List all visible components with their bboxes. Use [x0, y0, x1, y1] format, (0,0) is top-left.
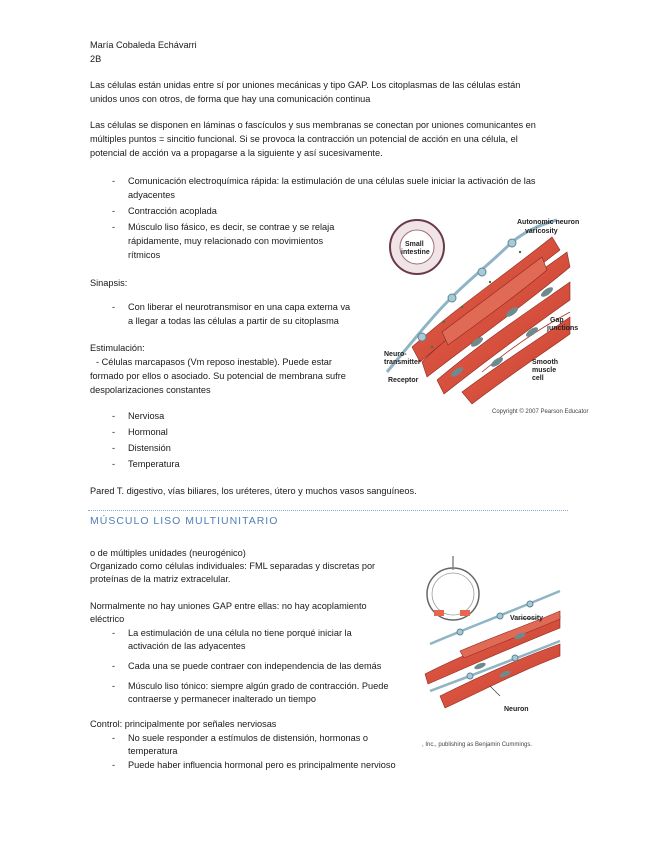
author-name: María Cobaleda Echávarri [90, 40, 197, 50]
list3-item1-line2: temperatura [128, 746, 178, 756]
estimulacion-line3: despolarizaciones constantes [90, 385, 211, 395]
list1-item3-line3: rítmicos [128, 250, 161, 260]
label-varicosity: Varicosity [510, 615, 544, 622]
bullet-dash: - [112, 222, 116, 232]
estimulacion-line2: formado por ellos o asociado. Su potencial de membrana sufre [90, 371, 346, 381]
control-title: Control: principalmente por señales nerviosas [90, 719, 277, 729]
bullet-dash: - [112, 302, 116, 312]
bullet-dash: - [112, 176, 116, 186]
label-autonomic-neuron: Autonomic neuron [517, 219, 580, 226]
sinapsis-line2: a llegar a todas las células a partir de su citoplasma [128, 316, 339, 326]
bullet-dash: - [112, 459, 116, 469]
list1-item3-line2: rápidamente, muy relacionado con movimientos [128, 236, 324, 246]
multi-unit-smooth-muscle-figure [420, 556, 562, 750]
list1-item1-line2: adyacentes [128, 190, 175, 200]
bullet-dash: - [112, 760, 116, 770]
sinapsis-line1: Con liberar el neurotransmisor en una capa externa va [128, 302, 351, 312]
paragraph-1-line-2: unidos unos con otros, de forma que hay una comunicación continua [90, 94, 371, 104]
label-varicosity: varicosity [525, 228, 558, 235]
bullet-dash: - [112, 206, 116, 216]
figure-1-credit: Copyright © 2007 Pearson Educator [492, 409, 589, 415]
label-receptor: Receptor [388, 377, 419, 384]
bullet-dash: - [112, 681, 116, 691]
paragraph-1-line-1: Las células están unidas entre sí por uniones mecánicas y tipo GAP. Los citoplasmas de las células están [90, 80, 521, 90]
label-small: Small [405, 241, 424, 248]
label-junctions: junctions [547, 325, 579, 332]
estimulacion-line1: - Células marcapasos (Vm reposo inestable). Puede estar [96, 357, 332, 367]
group-label: 2B [90, 54, 102, 64]
list2-item1-line1: La estimulación de una célula no tiene porqué iniciar la [128, 628, 352, 638]
multi-p1-line1: o de múltiples unidades (neurogénico) [90, 548, 246, 558]
list1-item2: Contracción acoplada [128, 206, 217, 216]
list3-item2: Puede haber influencia hormonal pero es principalmente nervioso [128, 760, 396, 770]
list1-item1-line1: Comunicación electroquímica rápida: la estimulación de una células suele iniciar la activación de las [128, 176, 536, 186]
paragraph-2-line-1: Las células se disponen en láminas o fascículos y sus membranas se conectan por uniones comunicantes en [90, 120, 536, 130]
list1-item3-line1: Músculo liso fásico, es decir, se contrae y se relaja [128, 222, 335, 232]
single-unit-smooth-muscle-figure [382, 212, 589, 417]
list3-item1-line1: No suele responder a estímulos de distensión, hormonas o [128, 733, 369, 743]
bullet-dash: - [112, 427, 116, 437]
multi-p2-line1: Normalmente no hay uniones GAP entre ellas: no hay acoplamiento [90, 601, 367, 611]
estimulacion-title: Estimulación: [90, 343, 145, 353]
multi-p1-line3: proteínas de la matriz extracelular. [90, 574, 231, 584]
estim-list-item: Hormonal [128, 427, 168, 437]
estim-list-item: Distensión [128, 443, 171, 453]
list2-item3-line1: Músculo liso tónico: siempre algún grado de contracción. Puede [128, 681, 389, 691]
bullet-dash: - [112, 661, 116, 671]
section-divider [88, 510, 568, 511]
small-intestine-inset [390, 220, 444, 274]
multi-p1-line2: Organizado como células individuales: FML separadas y discretas por [90, 561, 376, 571]
label-smooth: Smooth [532, 359, 559, 366]
bullet-dash: - [112, 628, 116, 638]
bullet-dash: - [112, 411, 116, 421]
estim-list-item: Nerviosa [128, 411, 165, 421]
figure-2-credit: , Inc., publishing as Benjamin Cummings. [422, 742, 533, 748]
label-muscle: muscle [532, 367, 557, 374]
bullet-dash: - [112, 733, 116, 743]
paragraph-2-line-3: potencial de acción va a propagarse a la siguiente y así sucesivamente. [90, 148, 383, 158]
pared-text: Pared T. digestivo, vías biliares, los uréteres, útero y muchos vasos sanguíneos. [90, 486, 417, 496]
vessel-inset [427, 556, 479, 620]
label-cell: cell [532, 375, 544, 382]
section-heading: MÚSCULO LISO MULTIUNITARIO [90, 515, 279, 527]
label-intestine: intestine [401, 249, 430, 256]
estim-list-item: Temperatura [128, 459, 180, 469]
list2-item3-line2: contraerse y permanecer inalterado un tiempo [128, 694, 316, 704]
label-transmitter: transmitter [384, 359, 421, 366]
sinapsis-title: Sinapsis: [90, 278, 128, 288]
list2-item1-line2: activación de las adyacentes [128, 641, 246, 651]
label-neuro: Neuro- [384, 351, 407, 358]
multi-unit-muscle-cells [425, 611, 560, 708]
list2-item2: Cada una se puede contraer con independencia de las demás [128, 661, 382, 671]
label-gap: Gap [550, 317, 564, 324]
bullet-dash: - [112, 443, 116, 453]
paragraph-2-line-2: múltiples puntos = sincitio funcional. Si se provoca la contracción un potencial de acción en una célula, el [90, 134, 518, 144]
label-neuron: Neuron [504, 706, 529, 713]
multi-p2-line2: eléctrico [90, 614, 125, 624]
